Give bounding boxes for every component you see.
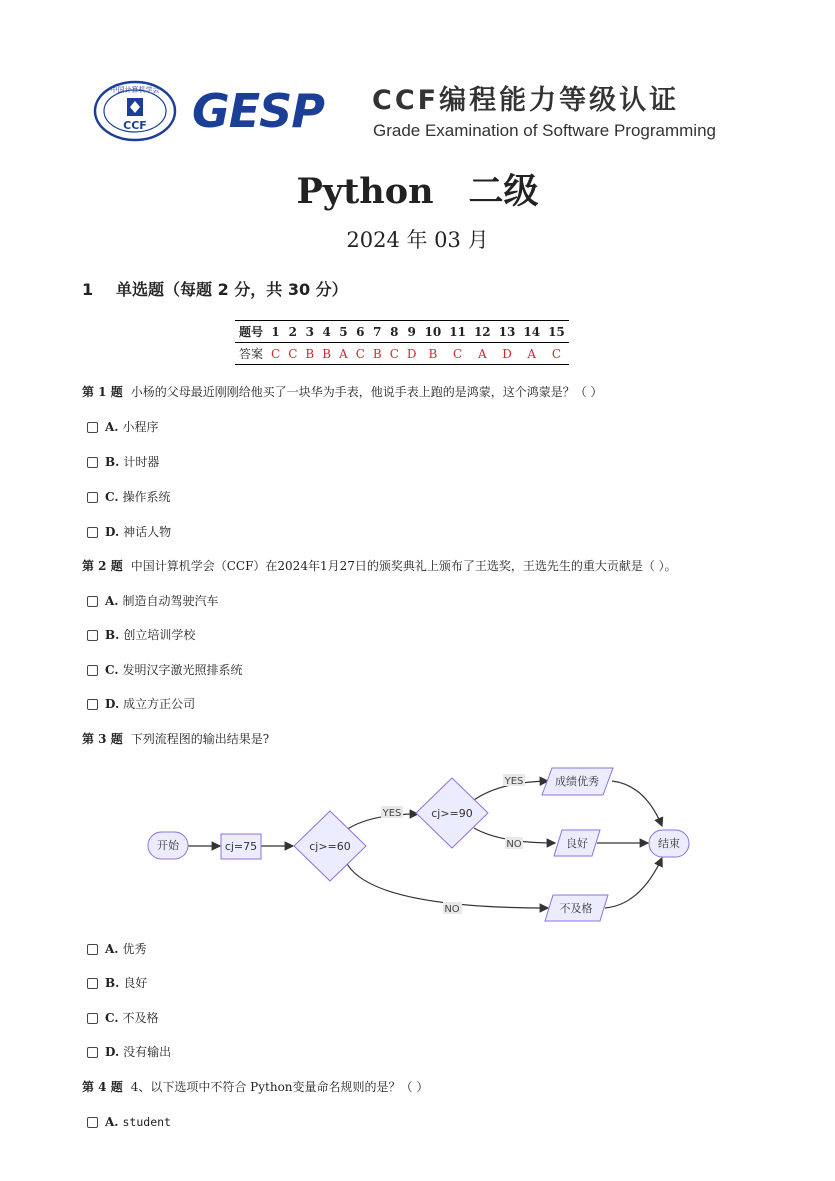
- question-2: [82, 557, 677, 575]
- question-number: 1: [267, 321, 284, 343]
- question-label: 第 3 题: [82, 732, 123, 746]
- option-letter: A.: [105, 594, 119, 608]
- option-letter: B.: [105, 976, 120, 990]
- option-letter: A.: [105, 942, 119, 956]
- flow-fail-label: 不及格: [559, 902, 593, 915]
- question-4: [82, 1078, 428, 1096]
- seal-abbr: CCF: [123, 119, 147, 132]
- question-3-option-a[interactable]: [87, 940, 147, 958]
- checkbox[interactable]: [87, 1047, 98, 1058]
- page-title: Python 二级: [296, 171, 539, 212]
- answer-cell: C: [352, 343, 369, 365]
- option-text: 成立方正公司: [123, 697, 196, 711]
- question-number: 13: [495, 321, 520, 343]
- question-text: 下列流程图的输出结果是?: [130, 732, 270, 746]
- checkbox[interactable]: [87, 422, 98, 433]
- checkbox[interactable]: [87, 630, 98, 641]
- question-number: 6: [352, 321, 369, 343]
- answer-table-answer-row: [235, 343, 569, 365]
- question-number: 2: [284, 321, 301, 343]
- question-number: 14: [519, 321, 544, 343]
- answer-cell: A: [335, 343, 352, 365]
- section-number: 1: [82, 280, 94, 299]
- checkbox[interactable]: [87, 665, 98, 676]
- question-number: 4: [318, 321, 335, 343]
- answer-cell: A: [519, 343, 544, 365]
- option-text: 发明汉字激光照排系统: [122, 663, 243, 677]
- edge-label-no: NO: [506, 839, 522, 850]
- edge-label-yes: YES: [504, 776, 524, 787]
- question-number: 12: [470, 321, 495, 343]
- gesp-logo: GESP: [192, 84, 325, 138]
- question-text: 4、以下选项中不符合 Python变量命名规则的是？（ ）: [130, 1080, 429, 1094]
- flow-end-label: 结束: [658, 837, 680, 850]
- table-answer-label: 答案: [235, 343, 267, 365]
- answer-cell: C: [386, 343, 403, 365]
- question-2-option-d[interactable]: [87, 695, 195, 713]
- question-3-option-d[interactable]: [87, 1043, 171, 1061]
- flow-start-label: 开始: [157, 839, 179, 852]
- flow-assign-label: cj=75: [224, 840, 258, 853]
- option-letter: D.: [105, 525, 120, 539]
- option-text: 不及格: [122, 1011, 159, 1025]
- flowchart: [140, 762, 700, 932]
- answer-cell: B: [421, 343, 446, 365]
- answer-cell: C: [544, 343, 569, 365]
- option-letter: B.: [105, 628, 120, 642]
- flow-cond1-label: cj>=60: [309, 840, 351, 853]
- checkbox[interactable]: [87, 944, 98, 955]
- certification-title: CCF编程能力等级认证: [372, 85, 680, 116]
- question-number: 10: [421, 321, 446, 343]
- answer-cell: A: [470, 343, 495, 365]
- checkbox[interactable]: [87, 1117, 98, 1128]
- question-1-option-c[interactable]: [87, 488, 171, 506]
- question-number: 5: [335, 321, 352, 343]
- edge-label-yes: YES: [382, 808, 402, 819]
- checkbox[interactable]: [87, 457, 98, 468]
- option-letter: C.: [105, 663, 119, 677]
- option-letter: D.: [105, 1045, 120, 1059]
- checkbox[interactable]: [87, 527, 98, 538]
- question-4-option-a[interactable]: [87, 1113, 171, 1131]
- option-letter: C.: [105, 490, 119, 504]
- exam-date: 2024 年 03 月: [346, 228, 489, 252]
- question-number: 11: [445, 321, 470, 343]
- option-text: 神话人物: [123, 525, 172, 539]
- question-number: 8: [386, 321, 403, 343]
- answer-cell: B: [301, 343, 318, 365]
- option-text: 小程序: [122, 420, 159, 434]
- checkbox[interactable]: [87, 596, 98, 607]
- question-2-option-a[interactable]: [87, 592, 219, 610]
- option-letter: B.: [105, 455, 120, 469]
- flow-cond2-label: cj>=90: [431, 807, 473, 820]
- question-3: [82, 730, 269, 748]
- question-label: 第 4 题: [82, 1080, 123, 1094]
- answer-table: [235, 320, 569, 365]
- question-number: 15: [544, 321, 569, 343]
- seal-text: 中国计算机学会: [110, 86, 160, 94]
- answer-table-header-row: [235, 321, 569, 343]
- question-1-option-a[interactable]: [87, 418, 159, 436]
- checkbox[interactable]: [87, 699, 98, 710]
- answer-cell: C: [445, 343, 470, 365]
- edge-excellent-end: [612, 781, 662, 826]
- checkbox[interactable]: [87, 1013, 98, 1024]
- table-header-label: 题号: [235, 321, 267, 343]
- edge-fail-end: [605, 858, 662, 908]
- answer-cell: D: [403, 343, 421, 365]
- edge-cond1-fail: [346, 862, 548, 908]
- question-label: 第 1 题: [82, 385, 123, 399]
- answer-cell: C: [267, 343, 284, 365]
- question-3-option-b[interactable]: [87, 974, 147, 992]
- question-1-option-d[interactable]: [87, 523, 171, 541]
- ccf-seal-logo: [93, 80, 177, 142]
- option-letter: A.: [105, 1115, 119, 1129]
- question-1: [82, 383, 603, 401]
- option-letter: C.: [105, 1011, 119, 1025]
- certification-subtitle: Grade Examination of Software Programming: [373, 121, 716, 140]
- question-number: 9: [403, 321, 421, 343]
- answer-cell: D: [495, 343, 520, 365]
- option-letter: A.: [105, 420, 119, 434]
- question-label: 第 2 题: [82, 559, 123, 573]
- option-text: 操作系统: [122, 490, 171, 504]
- question-text: 小杨的父母最近刚刚给他买了一块华为手表，他说手表上跑的是鸿蒙，这个鸿蒙是？（ ）: [130, 385, 603, 399]
- section-title: 单选题（每题 2 分，共 30 分）: [116, 280, 348, 299]
- option-text: 优秀: [122, 942, 147, 956]
- option-text: 制造自动驾驶汽车: [122, 594, 219, 608]
- question-number: 7: [369, 321, 386, 343]
- question-number: 3: [301, 321, 318, 343]
- checkbox[interactable]: [87, 492, 98, 503]
- option-text: student: [122, 1115, 171, 1129]
- answer-cell: B: [369, 343, 386, 365]
- question-2-option-b[interactable]: [87, 626, 195, 644]
- checkbox[interactable]: [87, 978, 98, 989]
- question-3-option-c[interactable]: [87, 1009, 159, 1027]
- question-1-option-b[interactable]: [87, 453, 159, 471]
- question-text: 中国计算机学会（CCF）在2024年1月27日的颁奖典礼上颁布了王选奖，王选先生的重大贡献是（ ）。: [130, 559, 677, 573]
- option-text: 创立培训学校: [123, 628, 196, 642]
- answer-cell: C: [284, 343, 301, 365]
- option-letter: D.: [105, 697, 120, 711]
- answer-cell: B: [318, 343, 335, 365]
- option-text: 计时器: [123, 455, 160, 469]
- question-2-option-c[interactable]: [87, 661, 243, 679]
- flow-good-label: 良好: [566, 837, 588, 850]
- edge-label-no: NO: [444, 904, 460, 915]
- flow-excellent-label: 成绩优秀: [555, 775, 599, 788]
- option-text: 良好: [123, 976, 148, 990]
- option-text: 没有输出: [123, 1045, 172, 1059]
- section-heading: [82, 278, 348, 302]
